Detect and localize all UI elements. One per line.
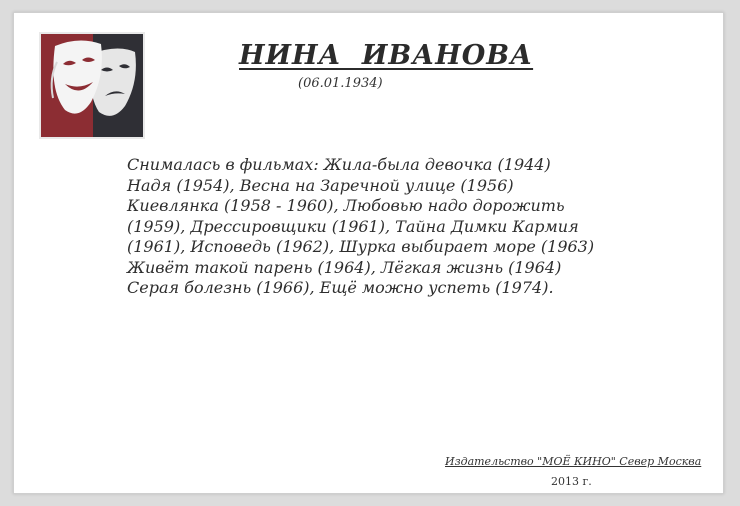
profile-card (13, 12, 724, 494)
filmography-line: (1961), Исповедь (1962), Шурка выбирает море (1963) (127, 237, 595, 256)
page-title: НИНА ИВАНОВА (239, 40, 534, 71)
filmography-line: Киевлянка (1958 - 1960), Любовью надо дорожить (127, 196, 565, 215)
filmography-line: (1959), Дрессировщики (1961), Тайна Димки Кармия (127, 216, 579, 236)
filmography-line: Живёт такой парень (1964), Лёгкая жизнь (1964) (127, 257, 562, 277)
filmography-text (127, 155, 617, 299)
publication-year: 2013 г. (551, 475, 592, 488)
filmography-line: Серая болезнь (1966), Ещё можно успеть (1974). (127, 278, 554, 297)
publisher-signature: Издательство "МОЁ КИНО" Север Москва (445, 455, 702, 468)
filmography-line: Снималась в фильмах: Жила-была девочка (1944) (127, 155, 551, 174)
filmography-line: Надя (1954), Весна на Заречной улице (1956) (127, 175, 514, 195)
birth-date: (06.01.1934) (298, 76, 383, 91)
theater-masks-icon (39, 32, 145, 139)
